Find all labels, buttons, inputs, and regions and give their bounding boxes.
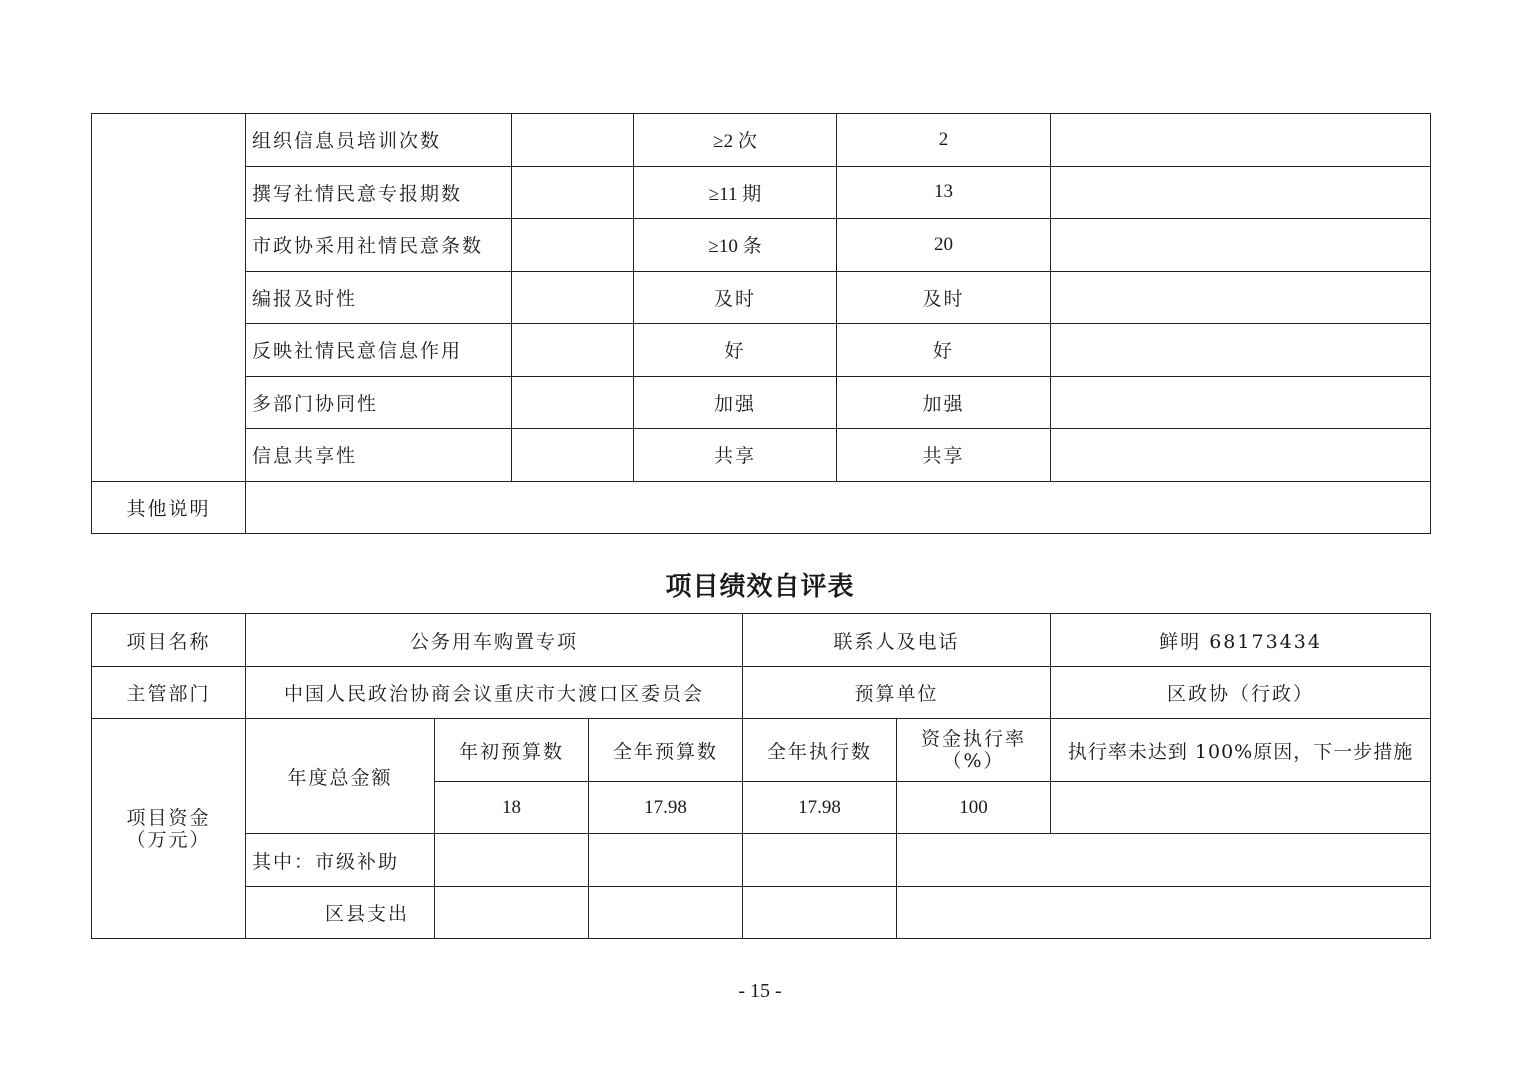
full-budget-value: 17.98 [589,782,743,834]
indicator-name: 信息共享性 [246,429,512,482]
funds-label: 项目资金 （万元） [92,719,246,939]
project-name-value: 公务用车购置专项 [246,614,743,667]
col-rate: 资金执行率 （%） [897,719,1051,782]
table-row [92,271,1431,324]
indicator-target: 共享 [634,429,837,482]
indicator-name: 组织信息员培训次数 [246,114,512,167]
indicator-table [91,113,1431,534]
table-row [92,887,1431,939]
budget-unit-value: 区政协（行政） [1051,667,1431,719]
table-row [92,219,1431,272]
dept-value: 中国人民政治协商会议重庆市大渡口区委员会 [246,667,743,719]
other-notes-value [246,481,1431,534]
table-row [92,429,1431,482]
table-row [92,166,1431,219]
indicator-target: 好 [634,324,837,377]
budget-unit-label: 预算单位 [743,667,1051,719]
table-row [92,114,1431,167]
col-reason: 执行率未达到 100%原因，下一步措施 [1051,719,1431,782]
table-row [92,376,1431,429]
table-row [92,481,1431,534]
indicator-actual: 及时 [837,271,1051,324]
other-notes-label: 其他说明 [92,481,246,534]
indicator-name: 市政协采用社情民意条数 [246,219,512,272]
rate-value: 100 [897,782,1051,834]
executed-value: 17.98 [743,782,897,834]
indicator-target: ≥11 期 [634,166,837,219]
district-label: 区县支出 [246,887,435,939]
table-row [92,719,1431,782]
indicator-target: ≥2 次 [634,114,837,167]
contact-value: 鲜明 68173434 [1051,614,1431,667]
project-table [91,613,1431,939]
page-number: - 15 - [738,980,782,1002]
table-row [92,834,1431,887]
city-subsidy-label: 其中：市级补助 [246,834,435,887]
col-full-budget: 全年预算数 [589,719,743,782]
col-initial-budget: 年初预算数 [435,719,589,782]
indicator-target: 加强 [634,376,837,429]
table-row [92,667,1431,719]
contact-label: 联系人及电话 [743,614,1051,667]
indicator-name: 多部门协同性 [246,376,512,429]
form-title: 项目绩效自评表 [665,572,855,602]
category-cell [92,114,246,482]
indicator-actual: 共享 [837,429,1051,482]
reason-value [1051,782,1431,834]
indicator-target: 及时 [634,271,837,324]
indicator-actual: 20 [837,219,1051,272]
col-executed: 全年执行数 [743,719,897,782]
indicator-name: 编报及时性 [246,271,512,324]
dept-label: 主管部门 [92,667,246,719]
table-row [92,324,1431,377]
indicator-target: ≥10 条 [634,219,837,272]
indicator-actual: 13 [837,166,1051,219]
indicator-name: 反映社情民意信息作用 [246,324,512,377]
indicator-actual: 2 [837,114,1051,167]
table-row [92,614,1431,667]
annual-total-label: 年度总金额 [246,719,435,834]
indicator-actual: 加强 [837,376,1051,429]
indicator-actual: 好 [837,324,1051,377]
indicator-name: 撰写社情民意专报期数 [246,166,512,219]
project-name-label: 项目名称 [92,614,246,667]
initial-budget-value: 18 [435,782,589,834]
